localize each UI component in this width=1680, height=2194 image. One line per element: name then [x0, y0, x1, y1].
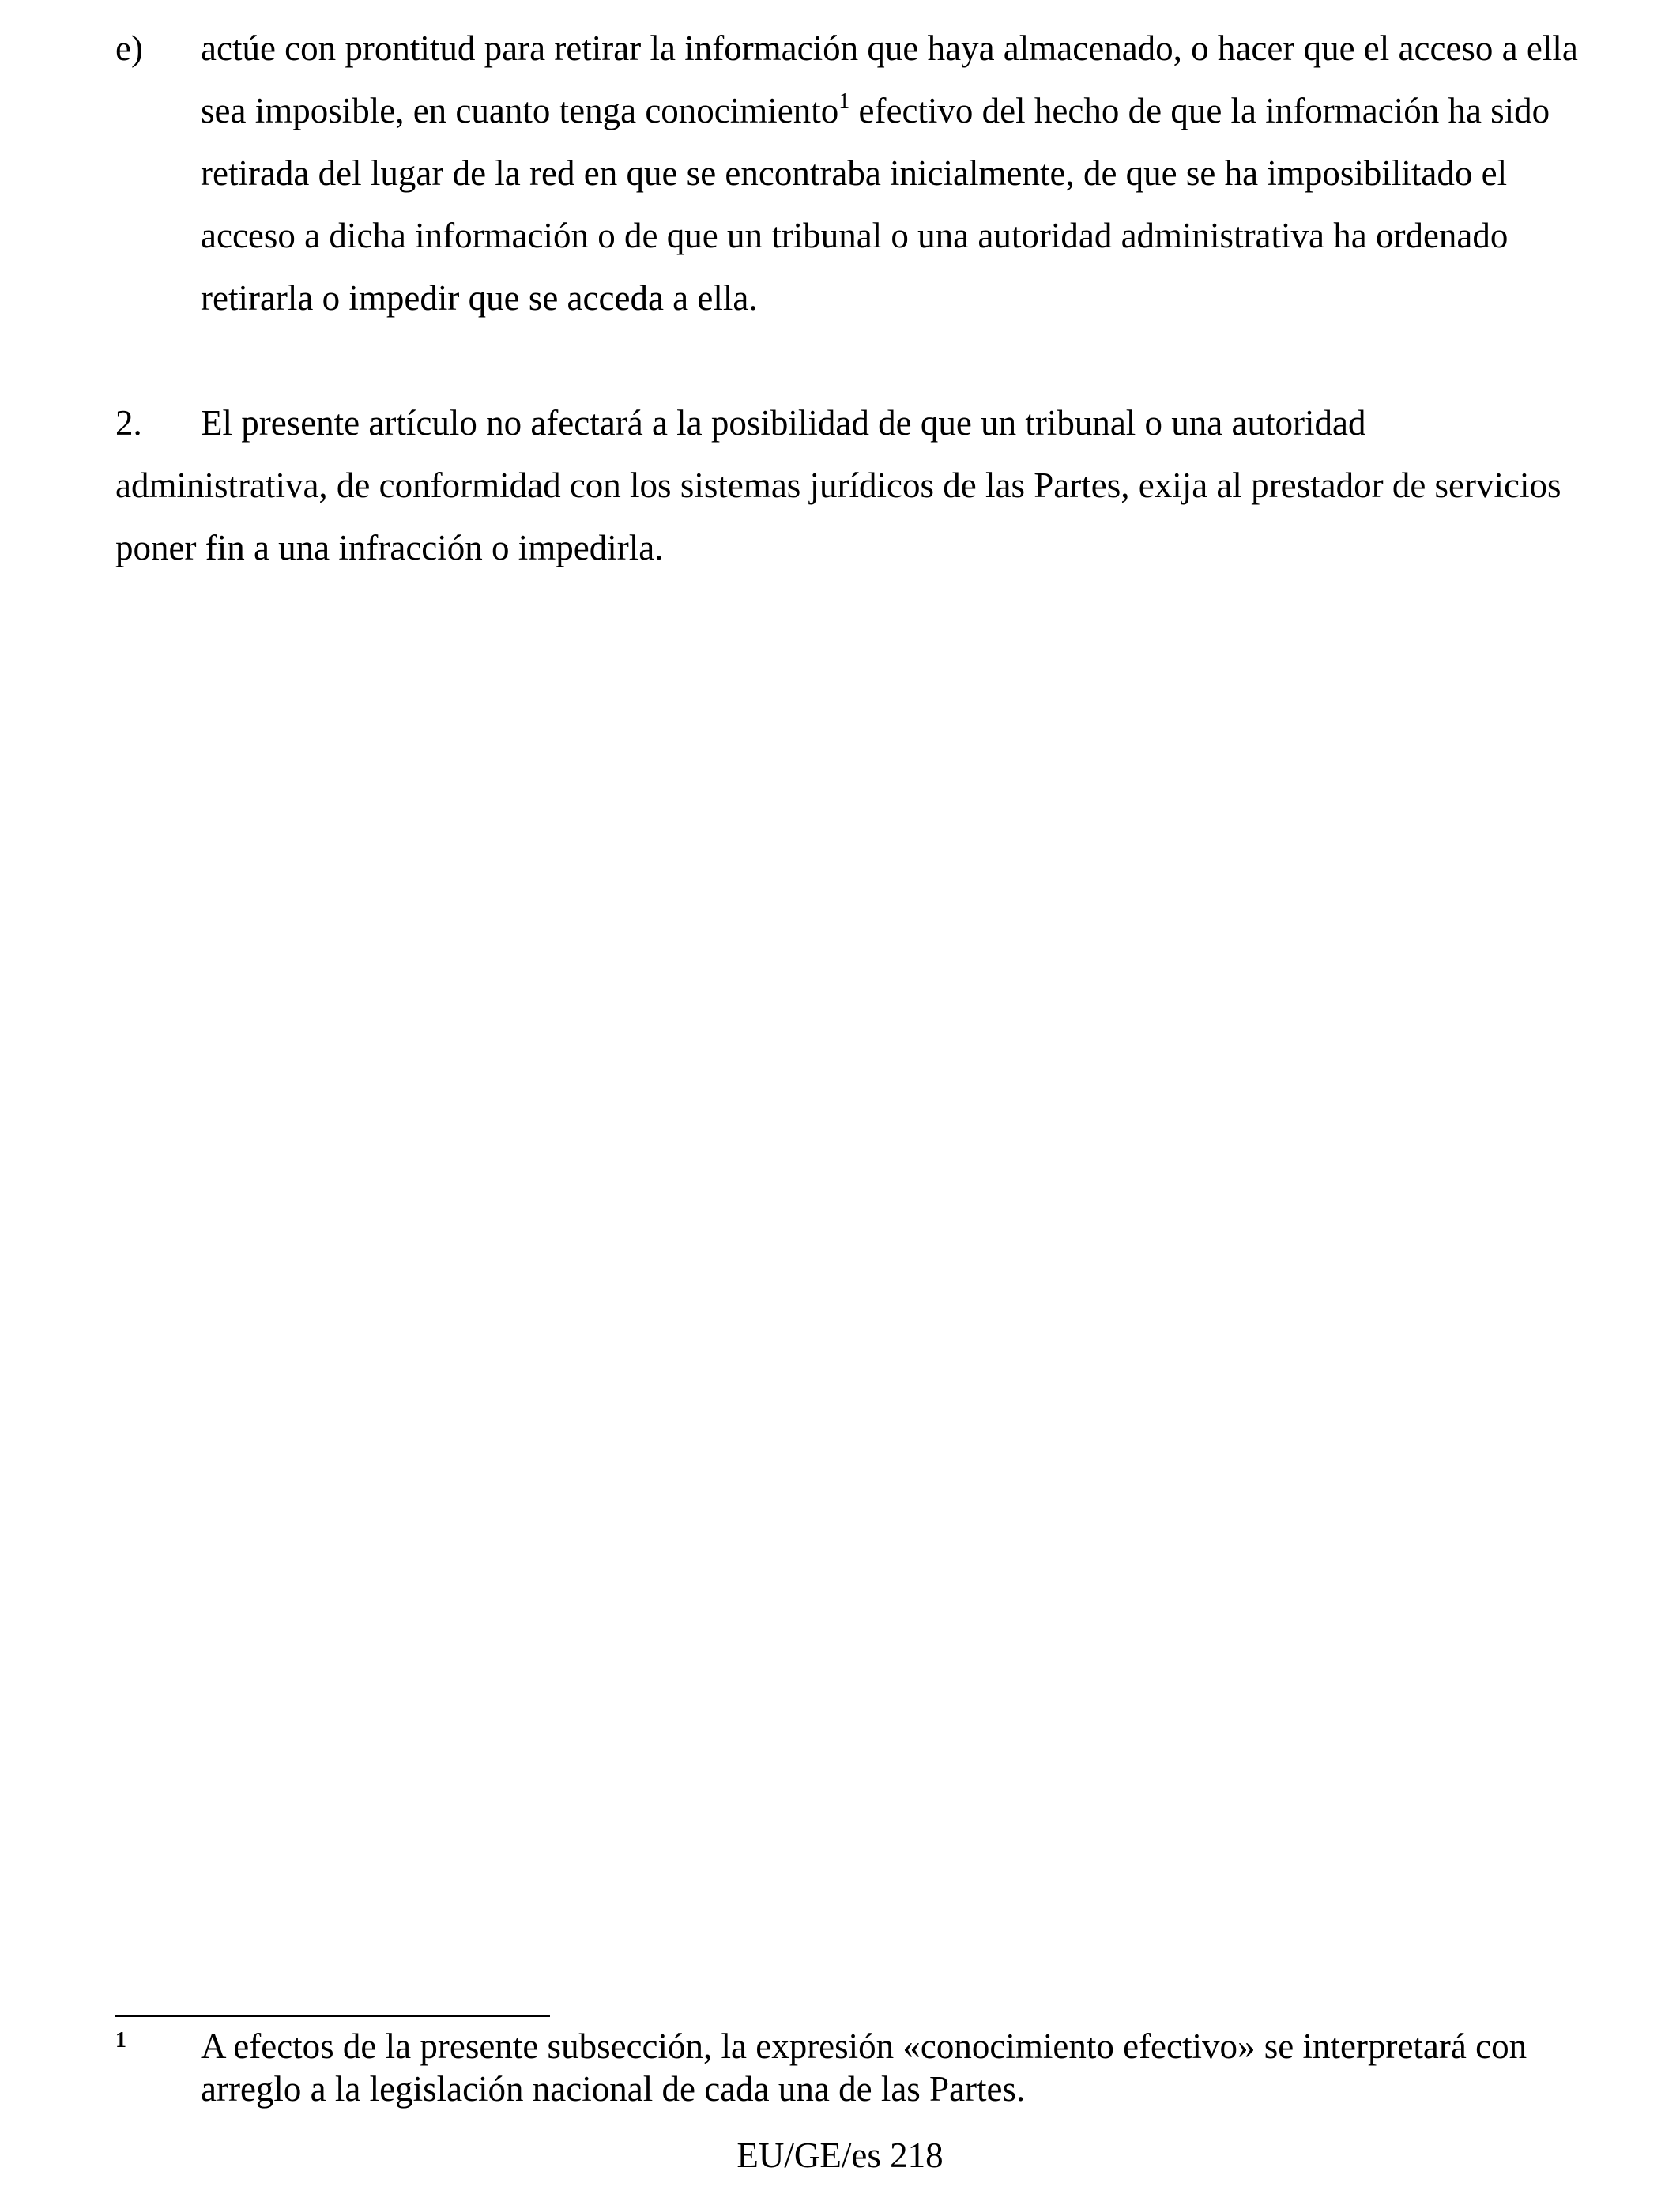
footnote-reference[interactable]: 1: [838, 89, 850, 114]
paragraph-text: El presente artículo no afectará a la posibilidad de que un tribunal o una autoridad administrativa, de conformidad con los sistemas jurídicos de las Partes, exija al prestador de servicios poner fin a una infracción o impedirla.: [115, 403, 1561, 567]
page-footer: EU/GE/es 218: [736, 2136, 944, 2175]
footnote-text: A efectos de la presente subsección, la expresión «conocimiento efectivo» se interpretará con arreglo a la legislación nacional de cada una de las Partes.: [201, 2026, 1527, 2109]
list-item-e: [115, 17, 1585, 330]
paragraph-number: 2.: [115, 403, 142, 443]
footnote-separator: [115, 2015, 550, 2017]
footnote-mark: 1: [115, 2028, 126, 2053]
paragraph-2: [115, 392, 1585, 579]
list-item-label: e): [115, 28, 143, 68]
list-item-text-part-2: efectivo del hecho de que la información ha sido retirada del lugar de la red en que se encontraba inicialmente, de que se ha imposibilitado el acceso a dicha información o de que un tribunal o una autoridad administrativa ha ordenado retirarla o impedir que se acceda a ella.: [201, 91, 1550, 318]
footnote: [115, 2025, 1585, 2110]
list-item-text: [201, 17, 1585, 330]
list-item-text-part-1: actúe con prontitud para retirar la información que haya almacenado, o hacer que el acceso a ella sea imposible, en cuanto tenga conocimiento: [201, 28, 1578, 130]
